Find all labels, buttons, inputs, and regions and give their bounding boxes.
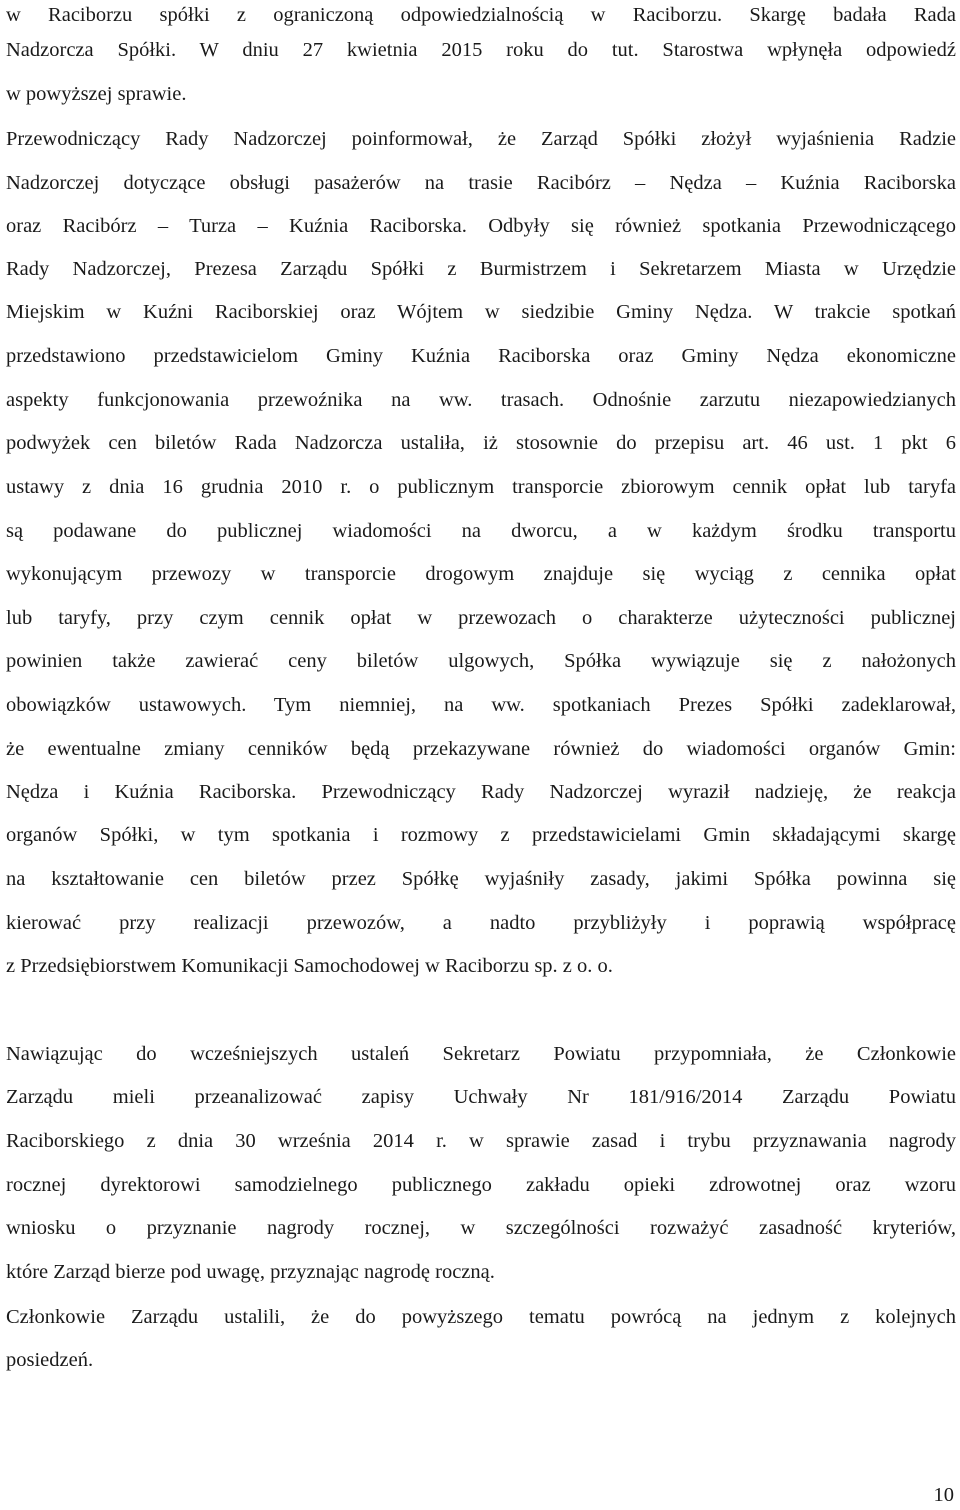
text-line: Zarządu mieli przeanalizować zapisy Uchwały Nr 181/916/2014 Zarządu Powiatu bbox=[6, 1086, 956, 1108]
text-line: Miejskim w Kuźni Raciborskiej oraz Wójtem w siedzibie Gminy Nędza. W trakcie spotkań bbox=[6, 301, 956, 323]
text-line: Przewodniczący Rady Nadzorczej poinformował, że Zarząd Spółki złożył wyjaśnienia Radzie bbox=[6, 128, 956, 150]
text-line: na kształtowanie cen biletów przez Spółkę wyjaśniły zasady, jakimi Spółka powinna się bbox=[6, 868, 956, 890]
page-number: 10 bbox=[933, 1484, 954, 1506]
text-line: Nadzorcza Spółki. W dniu 27 kwietnia 2015 roku do tut. Starostwa wpłynęła odpowiedź bbox=[6, 39, 956, 61]
text-line: aspekty funkcjonowania przewoźnika na ww. trasach. Odnośnie zarzutu niezapowiedzianych bbox=[6, 389, 956, 411]
text-line: rocznej dyrektorowi samodzielnego publicznego zakładu opieki zdrowotnej oraz wzoru bbox=[6, 1174, 956, 1196]
text-line: Członkowie Zarządu ustalili, że do powyższego tematu powrócą na jednym z kolejnych bbox=[6, 1306, 956, 1328]
text-line: w Raciborzu spółki z ograniczoną odpowiedzialnością w Raciborzu. Skargę badała Rada bbox=[6, 4, 956, 26]
text-line: posiedzeń. bbox=[6, 1349, 94, 1371]
text-line: kierować przy realizacji przewozów, a nadto przybliżyły i poprawią współpracę bbox=[6, 912, 956, 934]
text-line: obowiązków ustawowych. Tym niemniej, na ww. spotkaniach Prezes Spółki zadeklarował, bbox=[6, 694, 956, 716]
text-line: z Przedsiębiorstwem Komunikacji Samochodowej w Raciborzu sp. z o. o. bbox=[6, 955, 613, 977]
text-line: oraz Racibórz – Turza – Kuźnia Raciborska. Odbyły się również spotkania Przewodniczącego bbox=[6, 215, 956, 237]
text-line: podwyżek cen biletów Rada Nadzorcza ustaliła, iż stosownie do przepisu art. 46 ust. 1 pkt 6 bbox=[6, 432, 956, 454]
text-line: powinien także zawierać ceny biletów ulgowych, Spółka wywiązuje się z nałożonych bbox=[6, 650, 956, 672]
text-line: Nawiązując do wcześniejszych ustaleń Sekretarz Powiatu przypomniała, że Członkowie bbox=[6, 1043, 956, 1065]
text-line: wniosku o przyznanie nagrody rocznej, w szczególności rozważyć zasadność kryteriów, bbox=[6, 1217, 956, 1239]
text-line: Nadzorczej dotyczące obsługi pasażerów na trasie Racibórz – Nędza – Kuźnia Raciborska bbox=[6, 172, 956, 194]
text-line: przedstawiono przedstawicielom Gminy Kuźnia Raciborska oraz Gminy Nędza ekonomiczne bbox=[6, 345, 956, 367]
text-line: lub taryfy, przy czym cennik opłat w przewozach o charakterze użyteczności publicznej bbox=[6, 607, 956, 629]
text-line: że ewentualne zmiany cenników będą przekazywane również do wiadomości organów Gmin: bbox=[6, 738, 956, 760]
text-line: Nędza i Kuźnia Raciborska. Przewodniczący Rady Nadzorczej wyraził nadzieję, że reakcja bbox=[6, 781, 956, 803]
text-line: wykonującym przewozy w transporcie drogowym znajduje się wyciąg z cennika opłat bbox=[6, 563, 956, 585]
text-line: ustawy z dnia 16 grudnia 2010 r. o publicznym transporcie zbiorowym cennik opłat lub taryfa bbox=[6, 476, 956, 498]
text-line: są podawane do publicznej wiadomości na dworcu, a w każdym środku transportu bbox=[6, 520, 956, 542]
text-line: Rady Nadzorczej, Prezesa Zarządu Spółki z Burmistrzem i Sekretarzem Miasta w Urzędzie bbox=[6, 258, 956, 280]
text-line: Raciborskiego z dnia 30 września 2014 r. w sprawie zasad i trybu przyznawania nagrody bbox=[6, 1130, 956, 1152]
text-line: w powyższej sprawie. bbox=[6, 83, 187, 105]
text-line: organów Spółki, w tym spotkania i rozmowy z przedstawicielami Gmin składającymi skargę bbox=[6, 824, 956, 846]
text-line: które Zarząd bierze pod uwagę, przyznając nagrodę roczną. bbox=[6, 1261, 495, 1283]
